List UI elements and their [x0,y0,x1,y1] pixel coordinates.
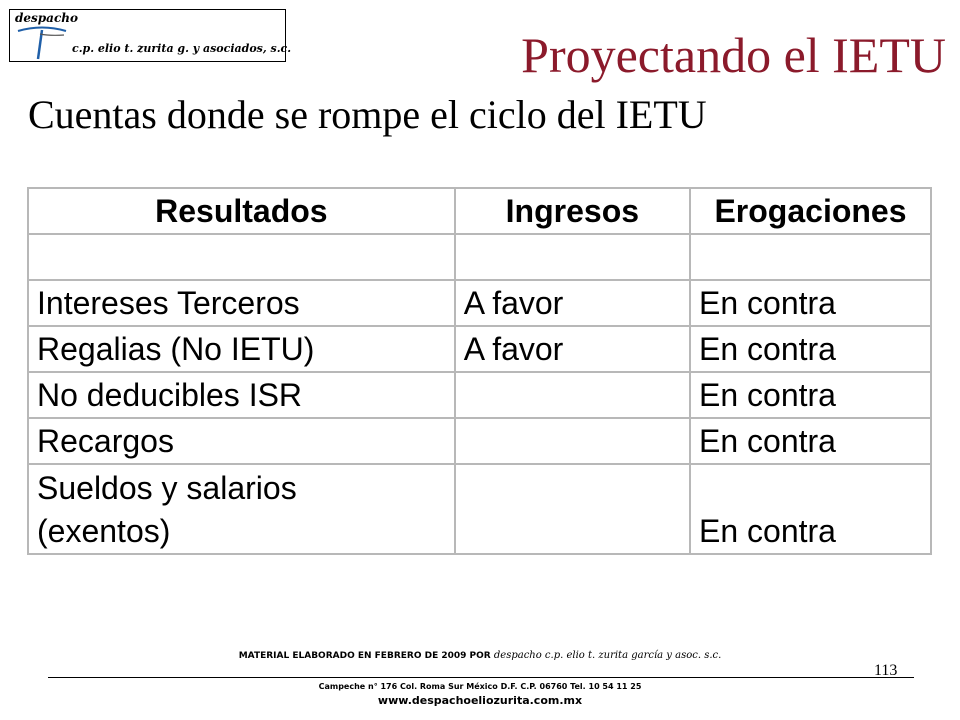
table-header-row [28,188,931,234]
table-cell-line: Sueldos y salarios [37,469,297,506]
table-cell: En contra [690,326,931,372]
footer-address: Campeche n° 176 Col. Roma Sur México D.F. C.P. 06760 Tel. 10 54 11 25 [318,682,642,691]
table-cell: En contra [690,372,931,418]
table-cell: Recargos [28,418,455,464]
table-cell: Intereses Terceros [28,280,455,326]
table-cell: A favor [455,326,690,372]
table-cell: No deducibles ISR [28,372,455,418]
column-header-erogaciones: Erogaciones [690,188,931,234]
table-row [28,234,931,280]
table-cell [28,234,455,280]
table-cell [28,464,455,554]
column-header-ingresos: Ingresos [455,188,690,234]
table-row [28,372,931,418]
table-cell-line: (exentos) [37,512,171,549]
footer-credit-text: MATERIAL ELABORADO EN FEBRERO DE 2009 POR [238,651,491,661]
table-cell: Regalias (No IETU) [28,326,455,372]
footer-credit [0,650,960,661]
slide-title: Proyectando el IETU [521,27,946,83]
column-header-resultados: Resultados [28,188,455,234]
footer-credit-firm: despacho c.p. elio t. zurita garcía y asoc. s.c. [493,650,722,661]
company-logo [9,9,292,62]
table-cell [455,464,690,554]
table-cell: En contra [690,280,931,326]
table-cell [690,234,931,280]
logo-tagline: c.p. elio t. zurita g. y asociados, s.c. [72,42,292,55]
table-row [28,418,931,464]
slide-subtitle: Cuentas donde se rompe el ciclo del IETU [28,92,707,137]
logo-brand: despacho [15,11,78,25]
table-cell: A favor [455,280,690,326]
table-cell [455,372,690,418]
logo-emblem-icon [16,26,68,60]
table-cell: En contra [690,464,931,554]
table-row [28,326,931,372]
accounts-table [27,187,932,555]
footer-divider [48,677,914,678]
page-number: 113 [874,662,898,679]
table-row [28,464,931,554]
table-cell [455,418,690,464]
footer-website-link[interactable]: www.despachoeliozurita.com.mx [377,694,583,707]
table-cell: En contra [690,418,931,464]
table-cell [455,234,690,280]
table-row [28,280,931,326]
